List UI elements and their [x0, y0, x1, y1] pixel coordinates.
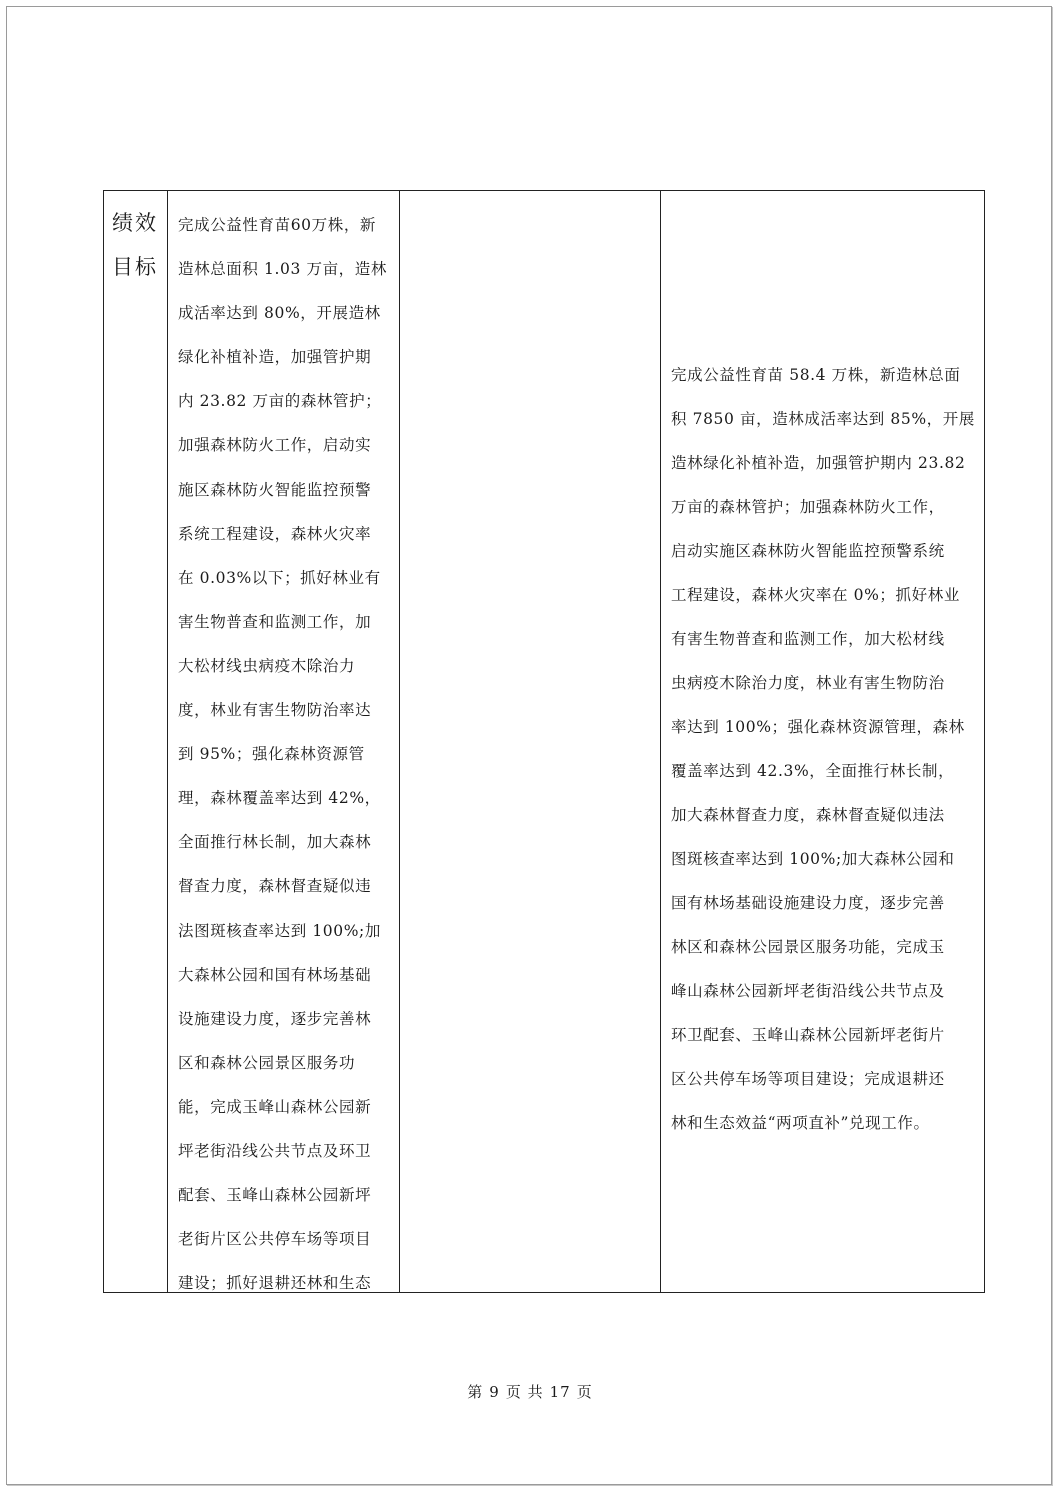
page-footer [0, 1381, 1060, 1402]
completion-result-cell [660, 191, 985, 1292]
target-text-line: 完成公益性育苗60万株，新 [178, 216, 377, 234]
empty-cell [399, 191, 660, 1292]
performance-table [103, 190, 985, 1293]
result-text-line: 完成公益性育苗 58.4 万株，新造林总面 [671, 366, 961, 384]
performance-target-cell [167, 191, 399, 1292]
result-text-line: 率达到 100%；强化森林资源管理，森林 [671, 718, 965, 736]
result-text-line: 林区和森林公园景区服务功能，完成玉 [671, 938, 945, 956]
target-text-line: 建设；抓好退耕还林和生态 [178, 1274, 372, 1292]
target-text-line: 在 0.03%以下；抓好林业有 [178, 568, 381, 587]
result-text-line: 区公共停车场等项目建设；完成退耕还 [671, 1070, 945, 1088]
result-text-line: 环卫配套、玉峰山森林公园新坪老街片 [671, 1026, 945, 1044]
target-text-line: 大松材线虫病疫木除治力 [178, 656, 356, 675]
result-text-line: 国有林场基础设施建设力度，逐步完善 [671, 894, 945, 912]
result-text-line: 加大森林督查力度，森林督查疑似违法 [671, 806, 945, 824]
target-text-line: 理，森林覆盖率达到 42%， [178, 789, 381, 808]
target-text-line: 度，林业有害生物防治率达 [178, 701, 372, 720]
target-text-line: 大森林公园和国有林场基础 [178, 965, 372, 984]
result-text-line: 图斑核查率达到 100%;加大森林公园和 [671, 850, 955, 868]
target-text-line: 成活率达到 80%，开展造林 [178, 304, 381, 323]
target-text-line: 设施建设力度，逐步完善林 [178, 1009, 372, 1028]
target-text-line: 害生物普查和监测工作，加 [178, 612, 372, 631]
footer-suffix: 页 [576, 1383, 593, 1401]
footer-prefix: 第 [467, 1383, 484, 1401]
target-text-line: 施区森林防火智能监控预警 [178, 480, 372, 499]
result-text-line: 有害生物普查和监测工作，加大松材线 [671, 630, 945, 648]
result-text-line: 工程建设，森林火灾率在 0%；抓好林业 [671, 586, 960, 604]
result-text-line: 积 7850 亩，造林成活率达到 85%，开展 [671, 410, 975, 428]
target-text-line: 全面推行林长制，加大森林 [178, 833, 372, 852]
target-text-line: 加强森林防火工作，启动实 [178, 436, 372, 455]
target-text-line: 老街片区公共停车场等项目 [178, 1230, 372, 1249]
result-text-line: 林和生态效益“两项直补”兑现工作。 [671, 1114, 930, 1132]
result-text-line: 万亩的森林管护；加强森林防火工作， [671, 498, 945, 516]
result-text-line: 造林绿化补植补造，加强管护期内 23.82 [671, 454, 966, 472]
result-text-line: 覆盖率达到 42.3%，全面推行林长制， [671, 762, 955, 780]
footer-mid: 页 共 [505, 1383, 544, 1401]
target-text-line: 到 95%；强化森林资源管 [178, 745, 365, 764]
row-label-cell [103, 191, 167, 1292]
target-text-line: 督查力度，森林督查疑似违 [178, 877, 372, 896]
result-text-line: 虫病疫木除治力度，林业有害生物防治 [671, 674, 945, 692]
row-label-text: 绩效 [112, 211, 158, 235]
target-text-line: 系统工程建设，森林火灾率 [178, 524, 372, 543]
result-text-line: 启动实施区森林防火智能监控预警系统 [671, 542, 945, 560]
target-text-line: 配套、玉峰山森林公园新坪 [178, 1186, 372, 1205]
target-text-line: 内 23.82 万亩的森林管护； [178, 392, 382, 411]
target-text-line: 法图斑核查率达到 100%;加 [178, 921, 381, 940]
target-text-line: 坪老街沿线公共节点及环卫 [178, 1141, 372, 1160]
target-text-line: 绿化补植补造，加强管护期 [178, 348, 372, 367]
target-text-line: 能，完成玉峰山森林公园新 [178, 1097, 372, 1116]
result-text-line: 峰山森林公园新坪老街沿线公共节点及 [671, 982, 945, 1000]
footer-total-pages: 17 [549, 1383, 571, 1401]
footer-page-number: 9 [489, 1383, 500, 1401]
target-text-line: 造林总面积 1.03 万亩，造林 [178, 260, 387, 279]
row-label-text: 目标 [112, 255, 158, 279]
target-text-line: 区和森林公园景区服务功 [178, 1053, 356, 1072]
